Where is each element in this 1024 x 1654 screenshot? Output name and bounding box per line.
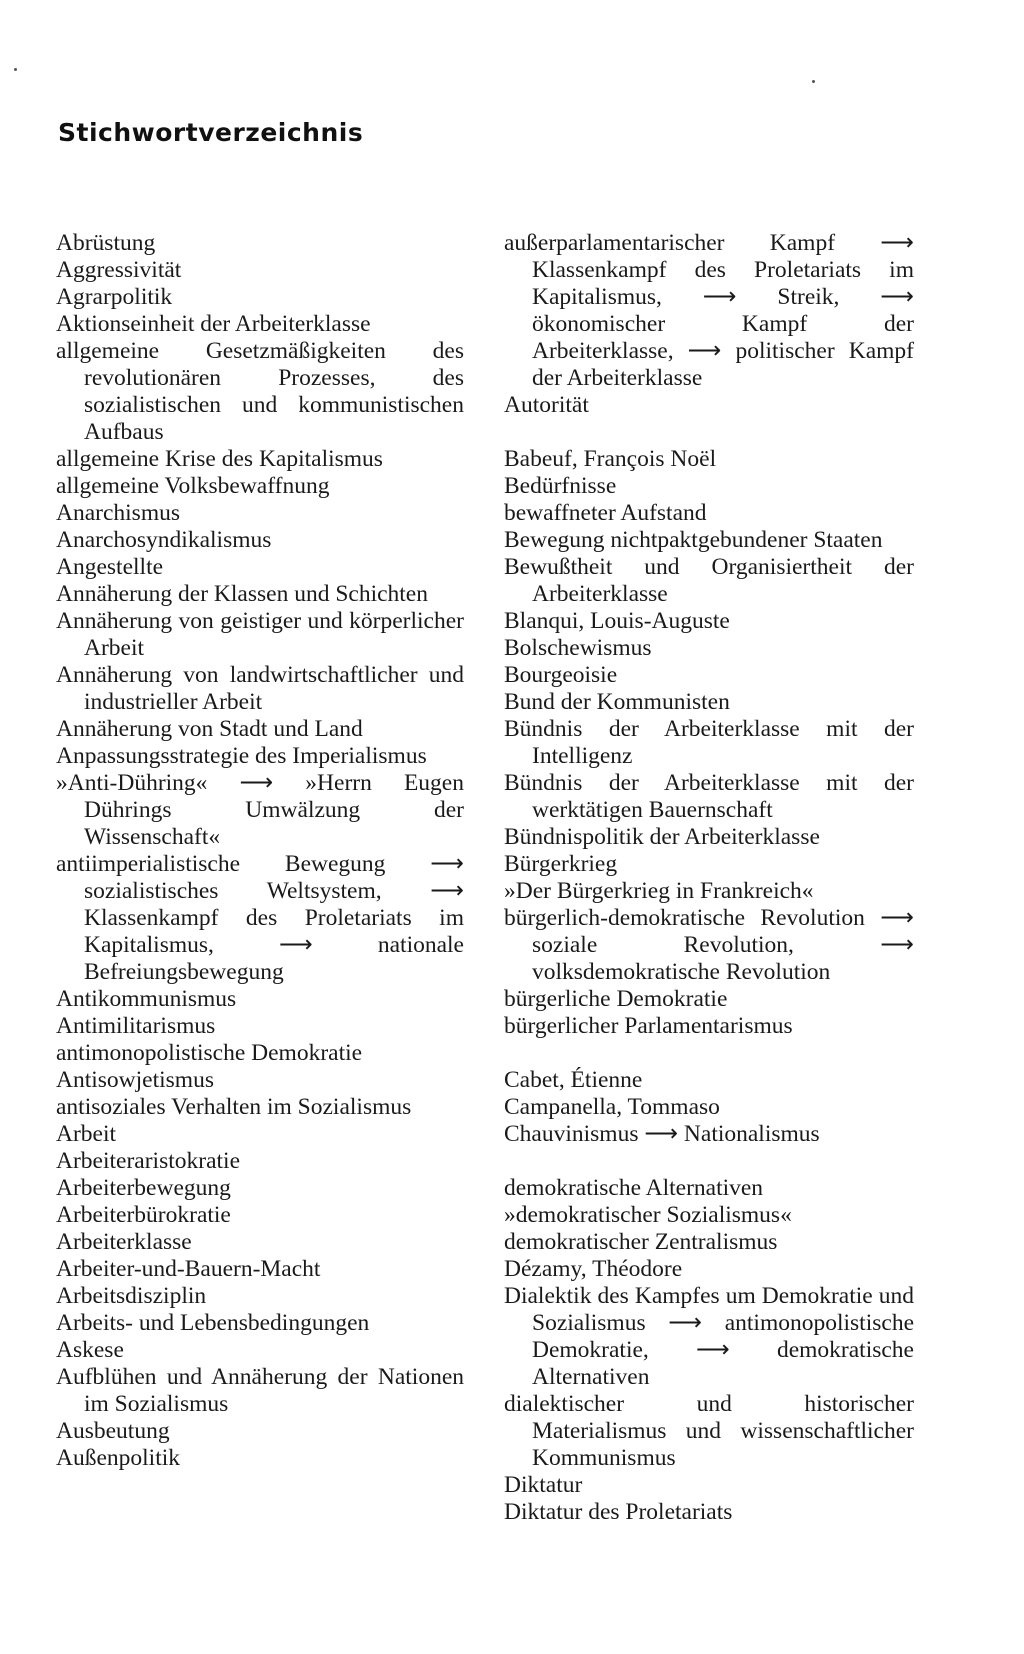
index-entry: Annäherung von geistiger und körperlicher Arbeit <box>56 608 464 661</box>
scan-speck <box>14 68 17 71</box>
index-entry: Chauvinismus ⟶ Nationalismus <box>504 1121 820 1147</box>
index-entry: allgemeine Gesetzmäßigkeiten des revolutionären Prozesses, des sozialistischen und kommunistischen Aufbaus <box>56 338 464 445</box>
index-entry: Bündnispolitik der Arbeiterklasse <box>504 824 820 850</box>
letter-group-spacer <box>504 1148 914 1175</box>
index-entry: außerparlamentarischer Kampf ⟶ Klassenkampf des Proletariats im Kapitalismus, ⟶ Streik, ⟶ ökonomischer Kampf der Arbeiterklasse, ⟶ politischer Kampf der Arbeiterklasse <box>504 230 914 391</box>
index-entry: Arbeiterklasse <box>56 1229 192 1255</box>
index-entry: Arbeiterbewegung <box>56 1175 231 1201</box>
index-entry: Annäherung der Klassen und Schichten <box>56 581 428 607</box>
index-entry: Arbeitsdisziplin <box>56 1283 207 1309</box>
index-entry: Annäherung von Stadt und Land <box>56 716 363 742</box>
index-entry: Bolschewismus <box>504 635 652 661</box>
index-entry: Bewußtheit und Organisiertheit der Arbeiterklasse <box>504 554 914 607</box>
index-column-right <box>504 230 914 1526</box>
index-entry: allgemeine Volksbewaffnung <box>56 473 330 499</box>
index-entry: Aktionseinheit der Arbeiterklasse <box>56 311 371 337</box>
index-entry: Dézamy, Théodore <box>504 1256 683 1282</box>
index-entry: bewaffneter Aufstand <box>504 500 707 526</box>
index-entry: Blanqui, Louis-Auguste <box>504 608 730 634</box>
letter-group-spacer <box>504 1040 914 1067</box>
index-entry: Campanella, Tommaso <box>504 1094 720 1120</box>
index-entry: bürgerliche Demokratie <box>504 986 728 1012</box>
index-entry: bürgerlich-demokratische Revolution ⟶ soziale Revolution, ⟶ volksdemokratische Revolution <box>504 905 914 985</box>
index-entry: Außenpolitik <box>56 1445 181 1471</box>
index-entry: Ausbeutung <box>56 1418 170 1444</box>
index-entry: Cabet, Étienne <box>504 1067 643 1093</box>
index-entry: Antimilitarismus <box>56 1013 216 1039</box>
index-entry: Bund der Kommunisten <box>504 689 730 715</box>
index-entry: Autorität <box>504 392 589 418</box>
scan-speck <box>812 80 815 83</box>
index-entry: Aggressivität <box>56 257 182 283</box>
index-entry: Annäherung von landwirtschaftlicher und industrieller Arbeit <box>56 662 464 715</box>
letter-group-spacer <box>504 419 914 446</box>
index-entry: Angestellte <box>56 554 164 580</box>
index-entry: Aufblühen und Annäherung der Nationen im Sozialismus <box>56 1364 464 1417</box>
index-entry: antimonopolistische Demokratie <box>56 1040 363 1066</box>
index-entry: Abrüstung <box>56 230 156 256</box>
index-entry: Agrarpolitik <box>56 284 173 310</box>
index-entry: Bündnis der Arbeiterklasse mit der Intelligenz <box>504 716 914 769</box>
index-entry: Bewegung nichtpaktgebundener Staaten <box>504 527 883 553</box>
index-entry: Anarchismus <box>56 500 181 526</box>
index-entry: Dialektik des Kampfes um Demokratie und Sozialismus ⟶ antimonopolistische Demokratie, ⟶ demokratische Alternativen <box>504 1283 914 1390</box>
index-entry: Antikommunismus <box>56 986 237 1012</box>
index-entry: Arbeit <box>56 1121 117 1147</box>
index-entry: Arbeiteraristokratie <box>56 1148 240 1174</box>
index-entry: demokratische Alternativen <box>504 1175 764 1201</box>
index-entry: »Der Bürgerkrieg in Frankreich« <box>504 878 814 904</box>
index-entry: allgemeine Krise des Kapitalismus <box>56 446 383 472</box>
index-entry: Arbeits- und Lebensbedingungen <box>56 1310 370 1336</box>
index-entry: dialektischer und historischer Materialismus und wissenschaftlicher Kommunismus <box>504 1391 914 1471</box>
index-entry: Antisowjetismus <box>56 1067 214 1093</box>
index-entry: Arbeiter-und-Bauern-Macht <box>56 1256 321 1282</box>
index-entry: Babeuf, François Noël <box>504 446 717 472</box>
index-entry: demokratischer Zentralismus <box>504 1229 778 1255</box>
index-entry: antiimperialistische Bewegung ⟶ sozialistisches Weltsystem, ⟶ Klassenkampf des Proletariats im Kapitalismus, ⟶ nationale Befreiungsbewegung <box>56 851 464 985</box>
index-entry: Bündnis der Arbeiterklasse mit der werktätigen Bauernschaft <box>504 770 914 823</box>
index-entry: »Anti-Dühring« ⟶ »Herrn Eugen Dührings Umwälzung der Wissenschaft« <box>56 770 464 850</box>
index-entry: Bürgerkrieg <box>504 851 618 877</box>
index-entry: antisoziales Verhalten im Sozialismus <box>56 1094 412 1120</box>
index-entry: Bourgeoisie <box>504 662 618 688</box>
index-column-left <box>56 230 464 1472</box>
index-entry: Askese <box>56 1337 124 1363</box>
page-title: Stichwortverzeichnis <box>58 118 364 147</box>
index-entry: Anpassungsstrategie des Imperialismus <box>56 743 427 769</box>
index-entry: Arbeiterbürokratie <box>56 1202 231 1228</box>
index-entry: bürgerlicher Parlamentarismus <box>504 1013 793 1039</box>
index-entry: Diktatur <box>504 1472 583 1498</box>
index-entry: Bedürfnisse <box>504 473 617 499</box>
index-entry: »demokratischer Sozialismus« <box>504 1202 792 1228</box>
index-entry: Diktatur des Proletariats <box>504 1499 733 1525</box>
index-entry: Anarchosyndikalismus <box>56 527 272 553</box>
